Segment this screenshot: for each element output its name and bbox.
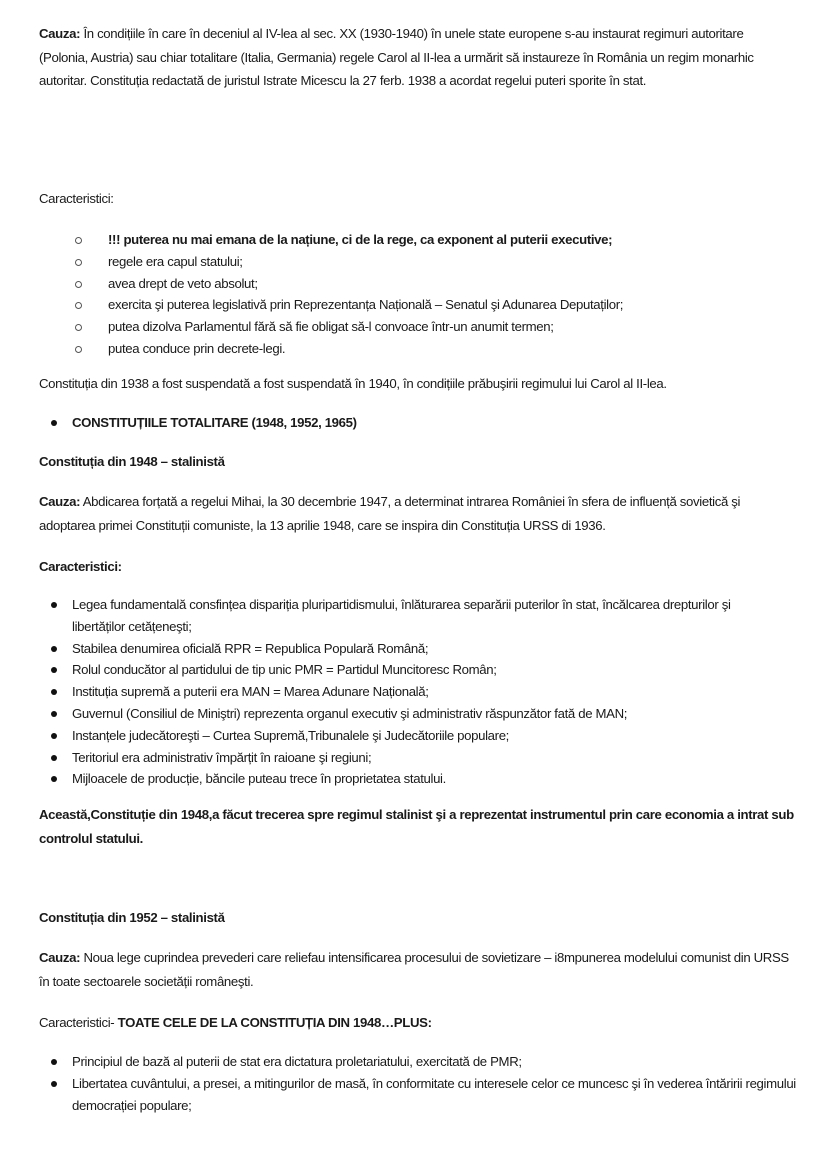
- totalitare-list: [39, 412, 794, 434]
- caracteristici-prefix: Caracteristici-: [39, 1015, 118, 1030]
- caracteristici-1948-heading: Caracteristici:: [39, 559, 122, 574]
- cauza-text: Noua lege cuprindea prevederi care reliefau intensificarea procesului de sovietizare – i8mpunerea modelului comunist din URSS în toate sectoarele societății româneşti.: [39, 950, 789, 989]
- list-item: avea drept de veto absolut;: [75, 273, 795, 295]
- cauza-text: În condițiile în care în deceniul al IV-lea al sec. XX (1930-1940) în unele state europene s-au instaurat regimuri autoritare (Polonia, Austria) sau chiar totalitare (Italia, Germania) regele Carol al II-lea a urmărit să instaureze în România un regim monarhic autoritar. Constituția redactată de juristul Istrate Micescu la 27 ferb. 1938 a acordat regelui puteri sporite în stat.: [39, 26, 754, 88]
- cauza-1938-paragraph: [39, 22, 794, 93]
- cauza-text: Abdicarea forțată a regelui Mihai, la 30 decembrie 1947, a determinat intrarea României în sfera de influență sovietică şi adoptarea primei Constituții comuniste, la 13 aprilie 1948, care se inspira din Constituția URSS di 1936.: [39, 494, 741, 533]
- suspendare-paragraph: Constituția din 1938 a fost suspendată a fost suspendată în 1940, în condițiile prăbuşirii regimului lui Carol al II-lea.: [39, 376, 667, 391]
- list-item: Libertatea cuvântului, a presei, a mitingurilor de masă, în conformitate cu interesele celor ce muncesc şi în vederea întăririi regimului democrației populare;: [39, 1073, 799, 1117]
- caracteristici-1938-heading: Caracteristici:: [39, 191, 114, 206]
- list-item: Rolul conducător al partidului de tip unic PMR = Partidul Muncitoresc Român;: [39, 659, 759, 681]
- cauza-1948-paragraph: [39, 490, 794, 537]
- list-item: Stabilea denumirea oficială RPR = Republica Populară Română;: [39, 638, 759, 660]
- list-item: Principiul de bază al puterii de stat era dictatura proletariatului, exercitată de PMR;: [39, 1051, 799, 1073]
- caracteristici-1952-list: [39, 1051, 799, 1116]
- list-item: !!! puterea nu mai emana de la națiune, ci de la rege, ca exponent al puterii executive;: [75, 229, 795, 251]
- list-item: Teritoriul era administrativ împărțit în raioane şi regiuni;: [39, 747, 759, 769]
- constitutie-1952-title: Constituția din 1952 – stalinistă: [39, 910, 225, 925]
- list-item: exercita şi puterea legislativă prin Reprezentanța Națională – Senatul şi Adunarea Deputaților;: [75, 294, 795, 316]
- caracteristici-1938-list: [75, 229, 795, 360]
- cauza-label: Cauza:: [39, 950, 81, 965]
- caracteristici-bold: TOATE CELE DE LA CONSTITUȚIA DIN 1948…PLUS:: [117, 1015, 432, 1030]
- list-item: Guvernul (Consiliul de Miniştri) reprezenta organul executiv şi administrativ răspunzător fată de MAN;: [39, 703, 759, 725]
- list-item: Legea fundamentală consfințea dispariția pluripartidismului, înlăturarea separării puterilor în stat, încălcarea drepturilor şi libertăților cetățeneşti;: [39, 594, 759, 638]
- constitutie-1948-title: Constituția din 1948 – stalinistă: [39, 454, 225, 469]
- caracteristici-1948-list: [39, 594, 759, 790]
- list-item: putea dizolva Parlamentul fără să fie obligat să-l convoace într-un anumit termen;: [75, 316, 795, 338]
- totalitare-heading: CONSTITUȚIILE TOTALITARE (1948, 1952, 1965): [39, 412, 794, 434]
- list-item: regele era capul statului;: [75, 251, 795, 273]
- list-item: putea conduce prin decrete-legi.: [75, 338, 795, 360]
- list-item: Instanțele judecătoreşti – Curtea Supremă,Tribunalele şi Judecătoriile populare;: [39, 725, 759, 747]
- cauza-label: Cauza:: [39, 26, 81, 41]
- concluzie-1948-paragraph: Această,Constituție din 1948,a făcut trecerea spre regimul stalinist şi a reprezentat instrumentul prin care economia a intrat sub controlul statului.: [39, 807, 794, 846]
- list-item: Instituția supremă a puterii era MAN = Marea Adunare Națională;: [39, 681, 759, 703]
- cauza-1952-paragraph: [39, 946, 794, 993]
- caracteristici-1952-heading: [39, 1011, 794, 1035]
- cauza-label: Cauza:: [39, 494, 81, 509]
- list-item: Mijloacele de producție, băncile puteau trece în proprietatea statului.: [39, 768, 759, 790]
